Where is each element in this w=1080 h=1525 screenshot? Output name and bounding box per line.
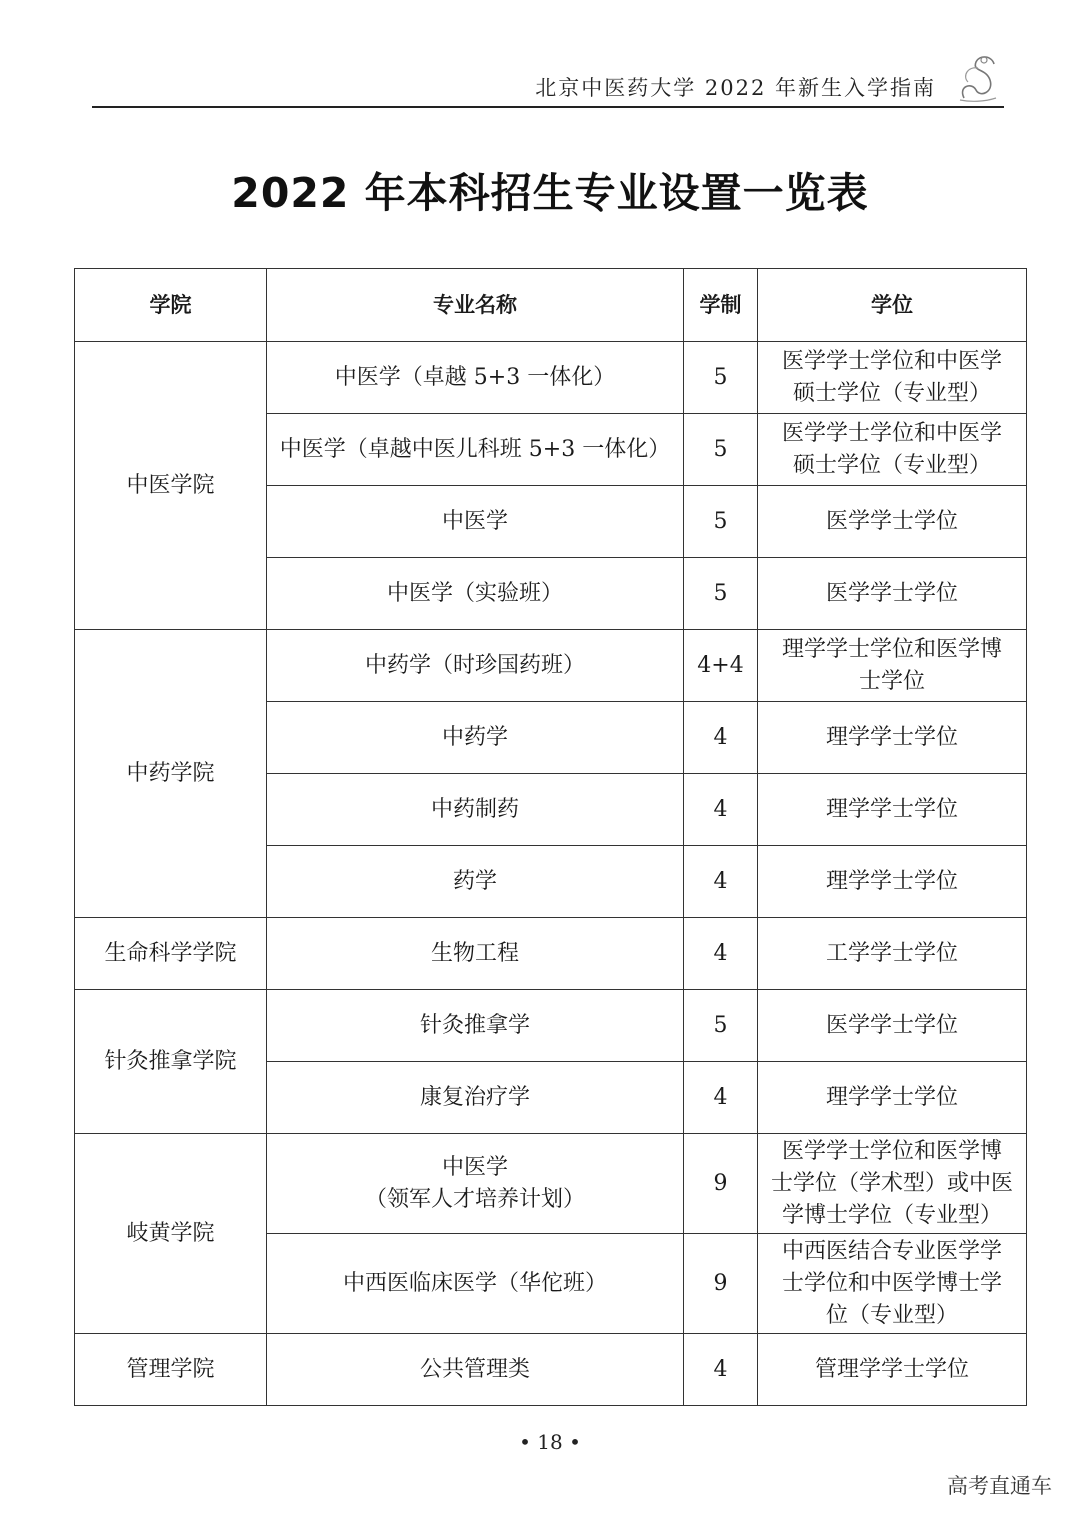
degree-line: 医学学士学位和中医学 — [781, 420, 1002, 446]
years-cell: 4+4 — [684, 630, 758, 702]
floral-ornament-icon — [954, 52, 1000, 104]
degree-line: 硕士学位（专业型） — [792, 452, 991, 478]
years-cell: 9 — [684, 1234, 758, 1334]
degree-line: 士学位 — [858, 668, 925, 694]
table-row — [75, 342, 1027, 414]
major-cell: 中医学 — [267, 486, 684, 558]
major-cell: 公共管理类 — [267, 1334, 684, 1406]
years-cell: 5 — [684, 558, 758, 630]
degree-line: 位（专业型） — [825, 1302, 958, 1328]
table-row — [75, 1334, 1027, 1406]
college-cell: 针灸推拿学院 — [75, 990, 267, 1134]
degree-cell — [758, 342, 1027, 414]
major-cell: 生物工程 — [267, 918, 684, 990]
degree-cell: 理学学士学位 — [758, 774, 1027, 846]
table-body — [75, 342, 1027, 1406]
major-line: 中医学 — [441, 1154, 508, 1180]
years-cell: 4 — [684, 1062, 758, 1134]
watermark-text: 高考直通车 — [947, 1474, 1052, 1498]
degree-line: 学博士学位（专业型） — [781, 1202, 1002, 1228]
college-cell: 管理学院 — [75, 1334, 267, 1406]
degree-line: 中西医结合专业医学学 — [781, 1238, 1002, 1264]
table-header-row — [75, 269, 1027, 342]
major-cell: 中医学（卓越 5+3 一体化） — [267, 342, 684, 414]
degree-line: 硕士学位（专业型） — [792, 380, 991, 406]
column-header-years: 学制 — [684, 269, 758, 342]
major-cell: 中药学（时珍国药班） — [267, 630, 684, 702]
years-cell: 4 — [684, 846, 758, 918]
degree-cell: 理学学士学位 — [758, 702, 1027, 774]
table-row — [75, 918, 1027, 990]
college-cell: 中医学院 — [75, 342, 267, 630]
college-cell: 中药学院 — [75, 630, 267, 918]
column-header-degree: 学位 — [758, 269, 1027, 342]
degree-cell: 管理学学士学位 — [758, 1334, 1027, 1406]
degree-cell: 工学学士学位 — [758, 918, 1027, 990]
degree-cell — [758, 414, 1027, 486]
degree-cell: 理学学士学位 — [758, 846, 1027, 918]
degree-cell: 医学学士学位 — [758, 486, 1027, 558]
table-row — [75, 990, 1027, 1062]
years-cell: 4 — [684, 1334, 758, 1406]
years-cell: 5 — [684, 486, 758, 558]
college-cell: 岐黄学院 — [75, 1134, 267, 1334]
major-cell: 中医学（实验班） — [267, 558, 684, 630]
college-cell: 生命科学学院 — [75, 918, 267, 990]
page-number: • 18 • — [519, 1430, 581, 1454]
years-cell: 5 — [684, 414, 758, 486]
majors-table — [74, 268, 1027, 1406]
table-row — [75, 630, 1027, 702]
major-cell: 中药学 — [267, 702, 684, 774]
years-cell: 4 — [684, 918, 758, 990]
header-text: 北京中医药大学 2022 年新生入学指南 — [535, 76, 936, 100]
degree-cell: 医学学士学位 — [758, 558, 1027, 630]
years-cell: 4 — [684, 702, 758, 774]
degree-line: 士学位（学术型）或中医 — [770, 1170, 1013, 1196]
major-cell: 康复治疗学 — [267, 1062, 684, 1134]
major-cell: 药学 — [267, 846, 684, 918]
years-cell: 9 — [684, 1134, 758, 1234]
page-title: 2022 年本科招生专业设置一览表 — [231, 169, 869, 217]
years-cell: 5 — [684, 990, 758, 1062]
column-header-major: 专业名称 — [267, 269, 684, 342]
major-cell: 中医学（卓越中医儿科班 5+3 一体化） — [267, 414, 684, 486]
degree-line: 医学学士学位和中医学 — [781, 348, 1002, 374]
major-cell: 中西医临床医学（华佗班） — [267, 1234, 684, 1334]
table-row — [75, 1134, 1027, 1234]
degree-cell — [758, 630, 1027, 702]
degree-cell — [758, 1234, 1027, 1334]
years-cell: 5 — [684, 342, 758, 414]
major-cell: 针灸推拿学 — [267, 990, 684, 1062]
degree-cell: 医学学士学位 — [758, 990, 1027, 1062]
degree-line: 士学位和中医学博士学 — [781, 1270, 1002, 1296]
column-header-college: 学院 — [75, 269, 267, 342]
page-header — [92, 60, 1004, 108]
major-line: （领军人才培养计划） — [364, 1186, 585, 1212]
major-cell — [267, 1134, 684, 1234]
years-cell: 4 — [684, 774, 758, 846]
degree-cell: 理学学士学位 — [758, 1062, 1027, 1134]
degree-line: 理学学士学位和医学博 — [781, 636, 1002, 662]
degree-line: 医学学士学位和医学博 — [781, 1138, 1002, 1164]
degree-cell — [758, 1134, 1027, 1234]
major-cell: 中药制药 — [267, 774, 684, 846]
